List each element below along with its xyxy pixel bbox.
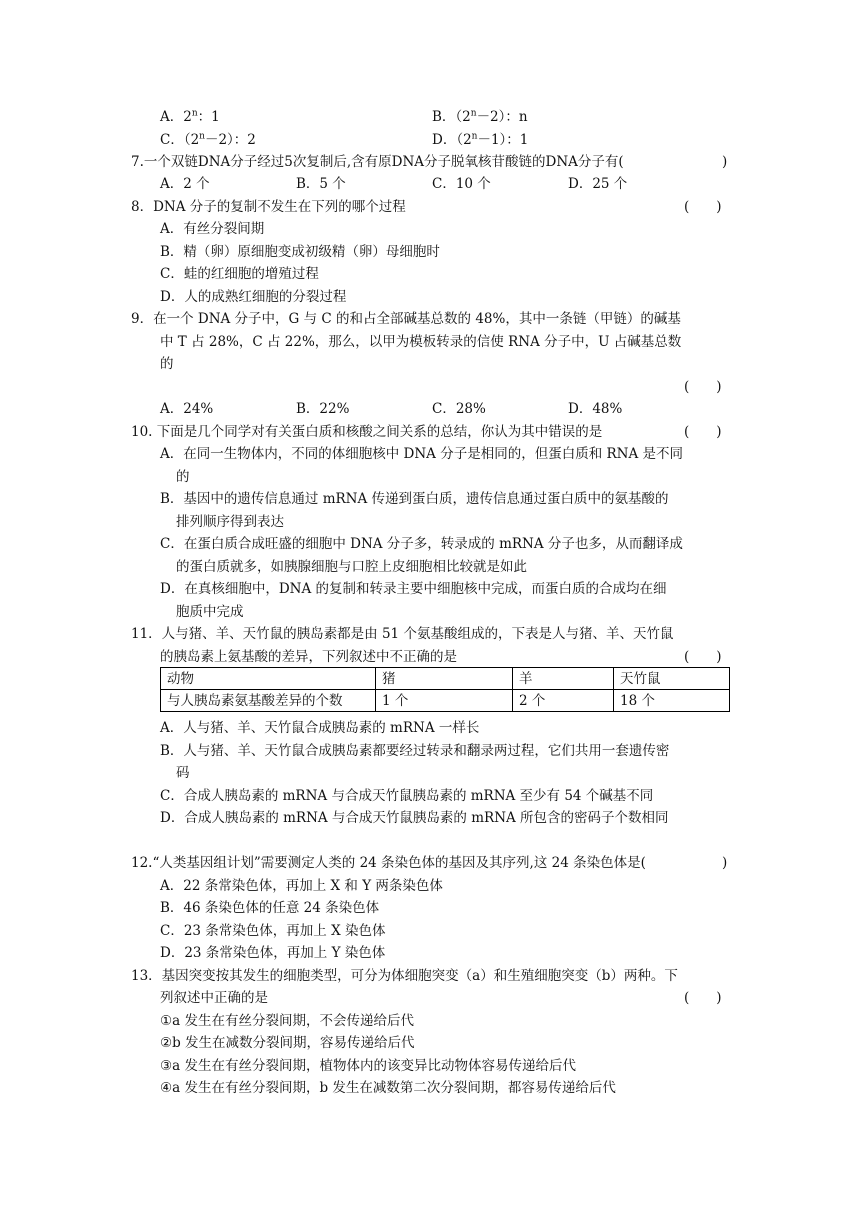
q11-option-b-cont: 码 bbox=[176, 765, 190, 781]
table-header-cell: 猪 bbox=[376, 668, 513, 690]
q12-option-d: D．23 条常染色体，再加上 Y 染色体 bbox=[160, 945, 386, 961]
q10-option-c-cont: 的蛋白质就多，如胰腺细胞与口腔上皮细胞相比较就是如此 bbox=[176, 559, 527, 575]
q12-option-b: B．46 条染色体的任意 24 条染色体 bbox=[160, 900, 380, 916]
q6-option-b: B．$(2^n-2)$：n bbox=[432, 108, 528, 125]
table-header-cell: 羊 bbox=[513, 668, 614, 690]
q10-paren: ( ) bbox=[684, 424, 722, 440]
q10-stem: 10. 下面是几个同学对有关蛋白质和核酸之间关系的总结，你认为其中错误的是 bbox=[131, 424, 603, 440]
q10-option-a: A．在同一生物体内，不同的体细胞核中 DNA 分子是相同的，但蛋白质和 RNA 是不同 bbox=[160, 446, 684, 462]
q9-option-b: B．22% bbox=[296, 401, 350, 417]
table-row bbox=[161, 690, 730, 712]
q9-stem-line-3: 的 bbox=[160, 356, 174, 372]
q6-option-d: D．$(2^n-1)$：1 bbox=[432, 131, 529, 148]
q8-option-b: B．精（卵）原细胞变成初级精（卵）母细胞时 bbox=[160, 244, 440, 260]
q12-option-a: A．22 条常染色体，再加上 X 和 Y 两条染色体 bbox=[160, 878, 443, 894]
q10-option-a-cont: 的 bbox=[176, 469, 190, 485]
q13-stem-line-1: 13．基因突变按其发生的细胞类型，可分为体细胞突变（a）和生殖细胞突变（b）两种。下 bbox=[131, 968, 678, 984]
q11-option-b: B．人与猪、羊、天竹鼠合成胰岛素都要经过转录和翻录两过程，它们共用一套遗传密 bbox=[160, 743, 670, 759]
q10-option-d: D．在真核细胞中，DNA 的复制和转录主要中细胞核中完成，而蛋白质的合成均在细 bbox=[160, 581, 667, 597]
q7-option-d: D．25 个 bbox=[568, 176, 628, 192]
q13-item-3: ③a 发生在有丝分裂间期，植物体内的该变异比动物体容易传递给后代 bbox=[160, 1058, 576, 1074]
q10-option-b: B．基因中的遗传信息通过 mRNA 传递到蛋白质，遗传信息通过蛋白质中的氨基酸的 bbox=[160, 491, 669, 507]
q11-stem-line-2: 的胰岛素上氨基酸的差异，下列叙述中不正确的是 bbox=[160, 649, 457, 665]
q11-option-a: A．人与猪、羊、天竹鼠合成胰岛素的 mRNA 一样长 bbox=[160, 720, 480, 736]
table-cell: 1 个 bbox=[376, 690, 513, 712]
table-header-cell: 动物 bbox=[161, 668, 376, 690]
q11-option-c: C．合成人胰岛素的 mRNA 与合成天竹鼠胰岛素的 mRNA 至少有 54 个碱基不同 bbox=[160, 788, 654, 804]
q13-paren: ( ) bbox=[684, 990, 722, 1006]
q12-stem: 12.“人类基因组计划”需要测定人类的 24 条染色体的基因及其序列,这 24 条染色体是( bbox=[131, 855, 646, 871]
q10-option-b-cont: 排列顺序得到表达 bbox=[176, 514, 284, 530]
q11-paren: ( ) bbox=[684, 649, 722, 665]
q13-item-4: ④a 发生在有丝分裂间期，b 发生在减数第二次分裂间期，都容易传递给后代 bbox=[160, 1080, 616, 1096]
q7-stem: 7.一个双链DNA分子经过5次复制后,含有原DNA分子脱氧核苷酸链的DNA分子有( bbox=[131, 154, 624, 170]
q8-stem: 8．DNA 分子的复制不发生在下列的哪个过程 bbox=[131, 199, 406, 215]
q10-option-d-cont: 胞质中完成 bbox=[176, 604, 244, 620]
q8-paren: ( ) bbox=[684, 199, 722, 215]
insulin-difference-table bbox=[160, 667, 730, 712]
q13-item-2: ②b 发生在减数分裂间期，容易传递给后代 bbox=[160, 1035, 415, 1051]
q9-option-a: A．24% bbox=[160, 401, 214, 417]
q10-option-c: C．在蛋白质合成旺盛的细胞中 DNA 分子多，转录成的 mRNA 分子也多，从而翻译成 bbox=[160, 536, 683, 552]
q8-option-d: D．人的成熟红细胞的分裂过程 bbox=[160, 289, 347, 305]
q13-item-1: ①a 发生在有丝分裂间期，不会传递给后代 bbox=[160, 1013, 414, 1029]
q9-stem-line-2: 中 T 占 28%，C 占 22%，那么，以甲为模板转录的信使 RNA 分子中，U 占碱基总数 bbox=[160, 334, 682, 350]
q6-option-c: C．$(2^n-2)$：2 bbox=[160, 131, 256, 148]
q7-option-a: A．2 个 bbox=[160, 176, 210, 192]
q7-paren: ) bbox=[722, 154, 728, 170]
table-cell: 18 个 bbox=[614, 690, 730, 712]
q9-option-d: D．48% bbox=[568, 401, 623, 417]
q7-option-b: B．5 个 bbox=[296, 176, 346, 192]
table-header-cell: 天竹鼠 bbox=[614, 668, 730, 690]
q11-option-d: D．合成人胰岛素的 mRNA 与合成天竹鼠胰岛素的 mRNA 所包含的密码子个数相同 bbox=[160, 810, 669, 826]
q11-stem-line-1: 11．人与猪、羊、天竹鼠的胰岛素都是由 51 个氨基酸组成的，下表是人与猪、羊、天竹鼠 bbox=[131, 626, 674, 642]
q6-option-a: A．2$^n$：1 bbox=[160, 108, 220, 125]
q8-option-a: A．有丝分裂间期 bbox=[160, 221, 265, 237]
table-cell: 2 个 bbox=[513, 690, 614, 712]
q8-option-c: C．蛙的红细胞的增殖过程 bbox=[160, 266, 319, 282]
table-cell: 与人胰岛素氨基酸差异的个数 bbox=[161, 690, 376, 712]
q12-paren: ) bbox=[722, 855, 728, 871]
q9-option-c: C．28% bbox=[432, 401, 486, 417]
q13-stem-line-2: 列叙述中正确的是 bbox=[160, 990, 268, 1006]
q9-paren: ( ) bbox=[684, 379, 722, 395]
q7-option-c: C．10 个 bbox=[432, 176, 491, 192]
table-header-row bbox=[161, 668, 730, 690]
q9-stem-line-1: 9．在一个 DNA 分子中，G 与 C 的和占全部碱基总数的 48%，其中一条链（甲链）的碱基 bbox=[131, 311, 681, 327]
q12-option-c: C．23 条常染色体，再加上 X 染色体 bbox=[160, 923, 386, 939]
